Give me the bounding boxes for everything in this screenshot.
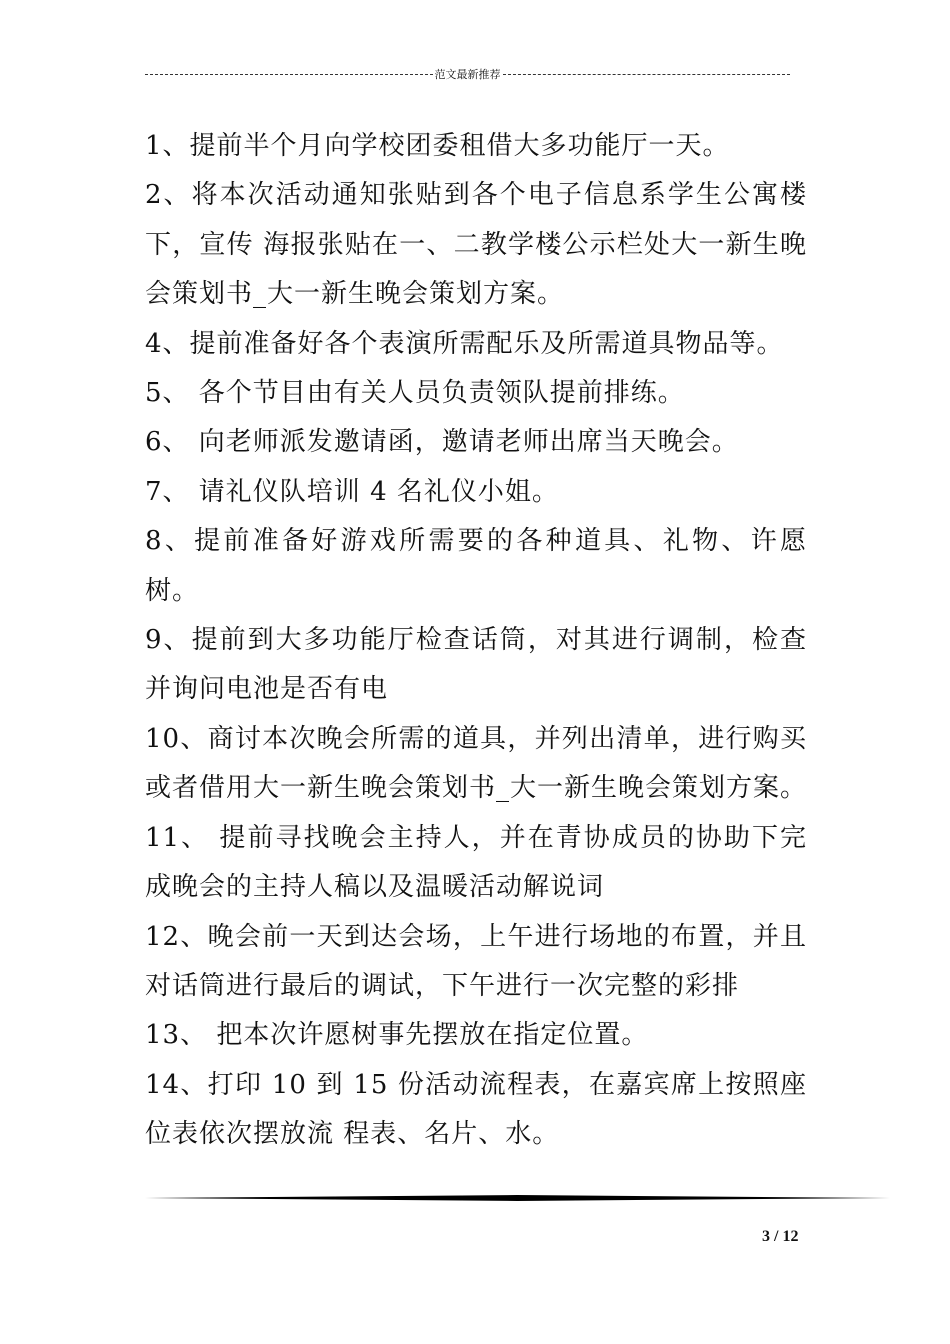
paragraph: 8、提前准备好游戏所需要的各种道具、礼物、许愿树。: [145, 526, 807, 606]
paragraph: 4、提前准备好各个表演所需配乐及所需道具物品等。: [145, 328, 784, 359]
page-number: 3 / 12: [762, 1228, 799, 1245]
paragraph: 11、 提前寻找晚会主持人，并在青协成员的协助下完成晚会的主持人稿以及温暖活动解说词: [145, 822, 807, 903]
paragraph: 7、 请礼仪队培训 4 名礼仪小姐。: [145, 476, 559, 507]
header-dash-right: [503, 74, 791, 75]
footer-divider: [145, 1195, 890, 1201]
paragraph: 9、提前到大多功能厅检查话筒，对其进行调制，检查并询问电池是否有电: [145, 625, 807, 705]
paragraph: 6、 向老师派发邀请函，邀请老师出席当天晚会。: [145, 427, 739, 458]
paragraph: 1、提前半个月向学校团委租借大多功能厅一天。: [145, 131, 730, 161]
paragraph: 13、 把本次许愿树事先摆放在指定位置。: [145, 1020, 649, 1051]
header-dash-left: [145, 74, 433, 75]
paragraph: 12、晚会前一天到达会场，上午进行场地的布置，并且对话筒进行最后的调试，下午进行一次完整的彩排: [145, 921, 807, 1001]
paragraph: 10、商讨本次晚会所需的道具，并列出清单，进行购买或者借用大一新生晚会策划书_大一新生晚会策划方案。: [145, 723, 808, 804]
page-header: [145, 66, 790, 82]
header-title: 范文最新推荐: [434, 68, 501, 81]
paragraph: 5、 各个节目由有关人员负责领队提前排练。: [145, 378, 685, 409]
paragraph: 14、打印 10 到 15 份活动流程表，在嘉宾席上按照座位表依次摆放流 程表、名片、水。: [145, 1069, 807, 1150]
document-body: [145, 122, 807, 1160]
paragraph: 2、将本次活动通知张贴到各个电子信息系学生公寓楼下，宣传 海报张贴在一、二教学楼公示栏处大一新生晚会策划书_大一新生晚会策划方案。: [145, 180, 807, 310]
